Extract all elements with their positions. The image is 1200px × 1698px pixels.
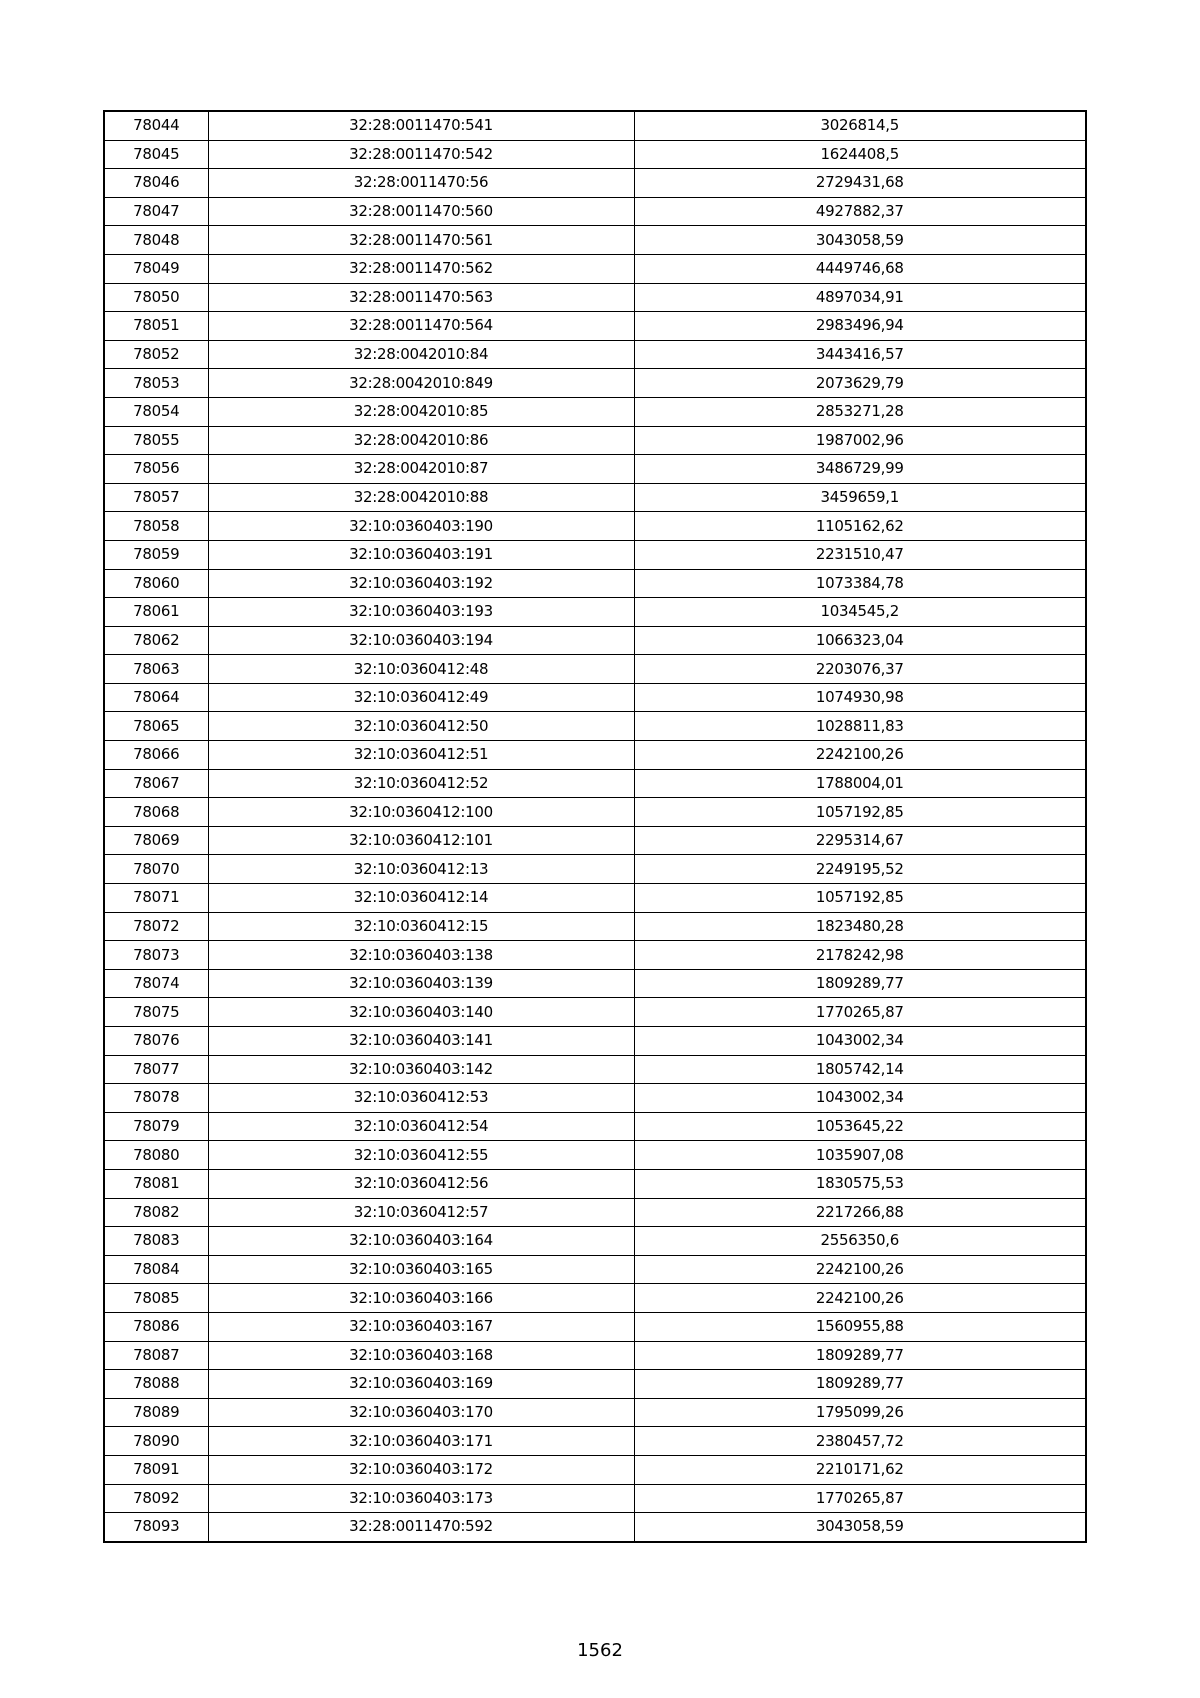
- cadastral-value-cell: 1057192,85: [634, 884, 1086, 913]
- cadastral-number-cell: 32:10:0360403:142: [208, 1055, 634, 1084]
- cadastral-value-cell: 1788004,01: [634, 769, 1086, 798]
- cadastral-number-cell: 32:10:0360403:173: [208, 1484, 634, 1513]
- table-row: [104, 1312, 1086, 1341]
- table-row: [104, 598, 1086, 627]
- row-number-cell: 78075: [104, 998, 208, 1027]
- cadastral-number-cell: 32:10:0360403:139: [208, 969, 634, 998]
- row-number-cell: 78093: [104, 1513, 208, 1542]
- table-row: [104, 426, 1086, 455]
- row-number-cell: 78077: [104, 1055, 208, 1084]
- cadastral-number-cell: 32:28:0011470:564: [208, 312, 634, 341]
- row-number-cell: 78058: [104, 512, 208, 541]
- cadastral-number-cell: 32:10:0360403:169: [208, 1370, 634, 1399]
- row-number-cell: 78085: [104, 1284, 208, 1313]
- row-number-cell: 78068: [104, 798, 208, 827]
- cadastral-number-cell: 32:10:0360412:55: [208, 1141, 634, 1170]
- cadastral-value-cell: 1074930,98: [634, 683, 1086, 712]
- table-row: [104, 798, 1086, 827]
- row-number-cell: 78064: [104, 683, 208, 712]
- row-number-cell: 78046: [104, 169, 208, 198]
- row-number-cell: 78066: [104, 741, 208, 770]
- cadastral-value-cell: 1057192,85: [634, 798, 1086, 827]
- row-number-cell: 78078: [104, 1084, 208, 1113]
- row-number-cell: 78076: [104, 1027, 208, 1056]
- cadastral-number-cell: 32:28:0011470:562: [208, 254, 634, 283]
- row-number-cell: 78059: [104, 540, 208, 569]
- cadastral-value-cell: 2729431,68: [634, 169, 1086, 198]
- table-row: [104, 1055, 1086, 1084]
- cadastral-number-cell: 32:10:0360403:171: [208, 1427, 634, 1456]
- table-row: [104, 397, 1086, 426]
- cadastral-value-cell: 2203076,37: [634, 655, 1086, 684]
- row-number-cell: 78060: [104, 569, 208, 598]
- cadastral-value-cell: 1053645,22: [634, 1112, 1086, 1141]
- cadastral-number-cell: 32:10:0360403:138: [208, 941, 634, 970]
- table-row: [104, 1141, 1086, 1170]
- cadastral-value-cell: 1987002,96: [634, 426, 1086, 455]
- cadastral-number-cell: 32:28:0042010:87: [208, 455, 634, 484]
- cadastral-value-cell: 4897034,91: [634, 283, 1086, 312]
- cadastral-number-cell: 32:10:0360412:50: [208, 712, 634, 741]
- cadastral-value-cell: 2853271,28: [634, 397, 1086, 426]
- table-row: [104, 826, 1086, 855]
- cadastral-value-cell: 2242100,26: [634, 1255, 1086, 1284]
- table-row: [104, 1341, 1086, 1370]
- cadastral-number-cell: 32:10:0360412:101: [208, 826, 634, 855]
- row-number-cell: 78083: [104, 1227, 208, 1256]
- row-number-cell: 78067: [104, 769, 208, 798]
- cadastral-value-cell: 1830575,53: [634, 1169, 1086, 1198]
- cadastral-number-cell: 32:10:0360403:168: [208, 1341, 634, 1370]
- row-number-cell: 78045: [104, 140, 208, 169]
- row-number-cell: 78055: [104, 426, 208, 455]
- row-number-cell: 78087: [104, 1341, 208, 1370]
- row-number-cell: 78063: [104, 655, 208, 684]
- cadastral-value-cell: 1066323,04: [634, 626, 1086, 655]
- table-row: [104, 312, 1086, 341]
- row-number-cell: 78044: [104, 111, 208, 140]
- cadastral-number-cell: 32:10:0360412:49: [208, 683, 634, 712]
- cadastral-value-cell: 2217266,88: [634, 1198, 1086, 1227]
- table-row: [104, 1227, 1086, 1256]
- cadastral-number-cell: 32:10:0360412:13: [208, 855, 634, 884]
- cadastral-value-cell: 1809289,77: [634, 1370, 1086, 1399]
- row-number-cell: 78052: [104, 340, 208, 369]
- cadastral-value-cell: 2073629,79: [634, 369, 1086, 398]
- cadastral-value-cell: 4449746,68: [634, 254, 1086, 283]
- table-row: [104, 941, 1086, 970]
- row-number-cell: 78054: [104, 397, 208, 426]
- row-number-cell: 78084: [104, 1255, 208, 1284]
- row-number-cell: 78051: [104, 312, 208, 341]
- cadastral-value-cell: 2556350,6: [634, 1227, 1086, 1256]
- row-number-cell: 78088: [104, 1370, 208, 1399]
- cadastral-number-cell: 32:28:0011470:560: [208, 197, 634, 226]
- table-row: [104, 569, 1086, 598]
- cadastral-value-cell: 1035907,08: [634, 1141, 1086, 1170]
- row-number-cell: 78069: [104, 826, 208, 855]
- table-row: [104, 912, 1086, 941]
- table-body: [104, 111, 1086, 1542]
- cadastral-value-table: [103, 110, 1087, 1543]
- cadastral-value-cell: 1770265,87: [634, 1484, 1086, 1513]
- cadastral-number-cell: 32:10:0360403:193: [208, 598, 634, 627]
- cadastral-value-cell: 3026814,5: [634, 111, 1086, 140]
- cadastral-number-cell: 32:10:0360403:172: [208, 1455, 634, 1484]
- page-number: 1562: [577, 1640, 623, 1661]
- cadastral-value-cell: 2295314,67: [634, 826, 1086, 855]
- row-number-cell: 78073: [104, 941, 208, 970]
- cadastral-number-cell: 32:10:0360403:190: [208, 512, 634, 541]
- row-number-cell: 78089: [104, 1398, 208, 1427]
- table-row: [104, 1398, 1086, 1427]
- row-number-cell: 78071: [104, 884, 208, 913]
- cadastral-value-cell: 1795099,26: [634, 1398, 1086, 1427]
- table-row: [104, 769, 1086, 798]
- cadastral-value-cell: 1624408,5: [634, 140, 1086, 169]
- table-row: [104, 1255, 1086, 1284]
- cadastral-value-cell: 1823480,28: [634, 912, 1086, 941]
- table-row: [104, 540, 1086, 569]
- row-number-cell: 78050: [104, 283, 208, 312]
- cadastral-number-cell: 32:10:0360403:164: [208, 1227, 634, 1256]
- table-row: [104, 998, 1086, 1027]
- cadastral-number-cell: 32:10:0360412:57: [208, 1198, 634, 1227]
- cadastral-number-cell: 32:10:0360403:191: [208, 540, 634, 569]
- cadastral-value-cell: 2210171,62: [634, 1455, 1086, 1484]
- cadastral-number-cell: 32:28:0011470:541: [208, 111, 634, 140]
- table-row: [104, 197, 1086, 226]
- row-number-cell: 78082: [104, 1198, 208, 1227]
- table-row: [104, 455, 1086, 484]
- cadastral-value-cell: 1805742,14: [634, 1055, 1086, 1084]
- table-row: [104, 683, 1086, 712]
- table-row: [104, 969, 1086, 998]
- table-row: [104, 1455, 1086, 1484]
- cadastral-number-cell: 32:10:0360412:54: [208, 1112, 634, 1141]
- cadastral-value-cell: 2178242,98: [634, 941, 1086, 970]
- cadastral-value-cell: 1034545,2: [634, 598, 1086, 627]
- cadastral-number-cell: 32:10:0360403:166: [208, 1284, 634, 1313]
- table-row: [104, 1513, 1086, 1542]
- row-number-cell: 78079: [104, 1112, 208, 1141]
- row-number-cell: 78049: [104, 254, 208, 283]
- cadastral-value-cell: 3043058,59: [634, 1513, 1086, 1542]
- cadastral-value-cell: 4927882,37: [634, 197, 1086, 226]
- cadastral-number-cell: 32:10:0360412:56: [208, 1169, 634, 1198]
- document-page: [103, 110, 1085, 1543]
- table-row: [104, 140, 1086, 169]
- cadastral-value-cell: 3043058,59: [634, 226, 1086, 255]
- cadastral-value-cell: 2249195,52: [634, 855, 1086, 884]
- row-number-cell: 78061: [104, 598, 208, 627]
- row-number-cell: 78065: [104, 712, 208, 741]
- row-number-cell: 78048: [104, 226, 208, 255]
- cadastral-value-cell: 1560955,88: [634, 1312, 1086, 1341]
- cadastral-value-cell: 2380457,72: [634, 1427, 1086, 1456]
- cadastral-number-cell: 32:10:0360412:51: [208, 741, 634, 770]
- table-row: [104, 340, 1086, 369]
- row-number-cell: 78086: [104, 1312, 208, 1341]
- cadastral-number-cell: 32:10:0360403:141: [208, 1027, 634, 1056]
- cadastral-number-cell: 32:10:0360412:14: [208, 884, 634, 913]
- table-row: [104, 1169, 1086, 1198]
- table-row: [104, 712, 1086, 741]
- cadastral-number-cell: 32:28:0042010:85: [208, 397, 634, 426]
- row-number-cell: 78053: [104, 369, 208, 398]
- cadastral-value-cell: 2983496,94: [634, 312, 1086, 341]
- cadastral-number-cell: 32:10:0360412:52: [208, 769, 634, 798]
- table-row: [104, 483, 1086, 512]
- cadastral-value-cell: 1043002,34: [634, 1027, 1086, 1056]
- cadastral-number-cell: 32:28:0042010:84: [208, 340, 634, 369]
- table-row: [104, 855, 1086, 884]
- cadastral-value-cell: 1809289,77: [634, 969, 1086, 998]
- row-number-cell: 78092: [104, 1484, 208, 1513]
- cadastral-value-cell: 2231510,47: [634, 540, 1086, 569]
- cadastral-number-cell: 32:10:0360403:194: [208, 626, 634, 655]
- row-number-cell: 78080: [104, 1141, 208, 1170]
- cadastral-number-cell: 32:10:0360412:15: [208, 912, 634, 941]
- cadastral-number-cell: 32:28:0011470:561: [208, 226, 634, 255]
- cadastral-number-cell: 32:28:0011470:56: [208, 169, 634, 198]
- row-number-cell: 78081: [104, 1169, 208, 1198]
- cadastral-number-cell: 32:28:0042010:88: [208, 483, 634, 512]
- table-row: [104, 1284, 1086, 1313]
- table-row: [104, 1027, 1086, 1056]
- cadastral-number-cell: 32:28:0042010:849: [208, 369, 634, 398]
- table-row: [104, 226, 1086, 255]
- table-row: [104, 1084, 1086, 1113]
- cadastral-number-cell: 32:28:0011470:563: [208, 283, 634, 312]
- cadastral-value-cell: 1105162,62: [634, 512, 1086, 541]
- table-row: [104, 369, 1086, 398]
- table-row: [104, 655, 1086, 684]
- cadastral-value-cell: 3486729,99: [634, 455, 1086, 484]
- cadastral-number-cell: 32:28:0011470:542: [208, 140, 634, 169]
- cadastral-value-cell: 3443416,57: [634, 340, 1086, 369]
- table-row: [104, 169, 1086, 198]
- cadastral-number-cell: 32:10:0360412:53: [208, 1084, 634, 1113]
- table-row: [104, 1484, 1086, 1513]
- cadastral-number-cell: 32:10:0360403:192: [208, 569, 634, 598]
- cadastral-number-cell: 32:28:0011470:592: [208, 1513, 634, 1542]
- row-number-cell: 78090: [104, 1427, 208, 1456]
- cadastral-number-cell: 32:10:0360412:48: [208, 655, 634, 684]
- table-row: [104, 741, 1086, 770]
- cadastral-number-cell: 32:10:0360412:100: [208, 798, 634, 827]
- cadastral-value-cell: 1043002,34: [634, 1084, 1086, 1113]
- row-number-cell: 78070: [104, 855, 208, 884]
- table-row: [104, 512, 1086, 541]
- cadastral-value-cell: 3459659,1: [634, 483, 1086, 512]
- table-row: [104, 1427, 1086, 1456]
- row-number-cell: 78091: [104, 1455, 208, 1484]
- row-number-cell: 78047: [104, 197, 208, 226]
- cadastral-value-cell: 1809289,77: [634, 1341, 1086, 1370]
- row-number-cell: 78072: [104, 912, 208, 941]
- cadastral-value-cell: 1770265,87: [634, 998, 1086, 1027]
- cadastral-number-cell: 32:10:0360403:140: [208, 998, 634, 1027]
- row-number-cell: 78057: [104, 483, 208, 512]
- cadastral-value-cell: 1073384,78: [634, 569, 1086, 598]
- table-row: [104, 283, 1086, 312]
- row-number-cell: 78074: [104, 969, 208, 998]
- cadastral-value-cell: 2242100,26: [634, 1284, 1086, 1313]
- table-row: [104, 111, 1086, 140]
- table-row: [104, 1112, 1086, 1141]
- cadastral-value-cell: 2242100,26: [634, 741, 1086, 770]
- table-row: [104, 254, 1086, 283]
- cadastral-number-cell: 32:10:0360403:165: [208, 1255, 634, 1284]
- cadastral-value-cell: 1028811,83: [634, 712, 1086, 741]
- cadastral-number-cell: 32:10:0360403:170: [208, 1398, 634, 1427]
- table-row: [104, 626, 1086, 655]
- row-number-cell: 78062: [104, 626, 208, 655]
- row-number-cell: 78056: [104, 455, 208, 484]
- cadastral-number-cell: 32:10:0360403:167: [208, 1312, 634, 1341]
- table-row: [104, 1198, 1086, 1227]
- table-row: [104, 884, 1086, 913]
- cadastral-number-cell: 32:28:0042010:86: [208, 426, 634, 455]
- table-row: [104, 1370, 1086, 1399]
